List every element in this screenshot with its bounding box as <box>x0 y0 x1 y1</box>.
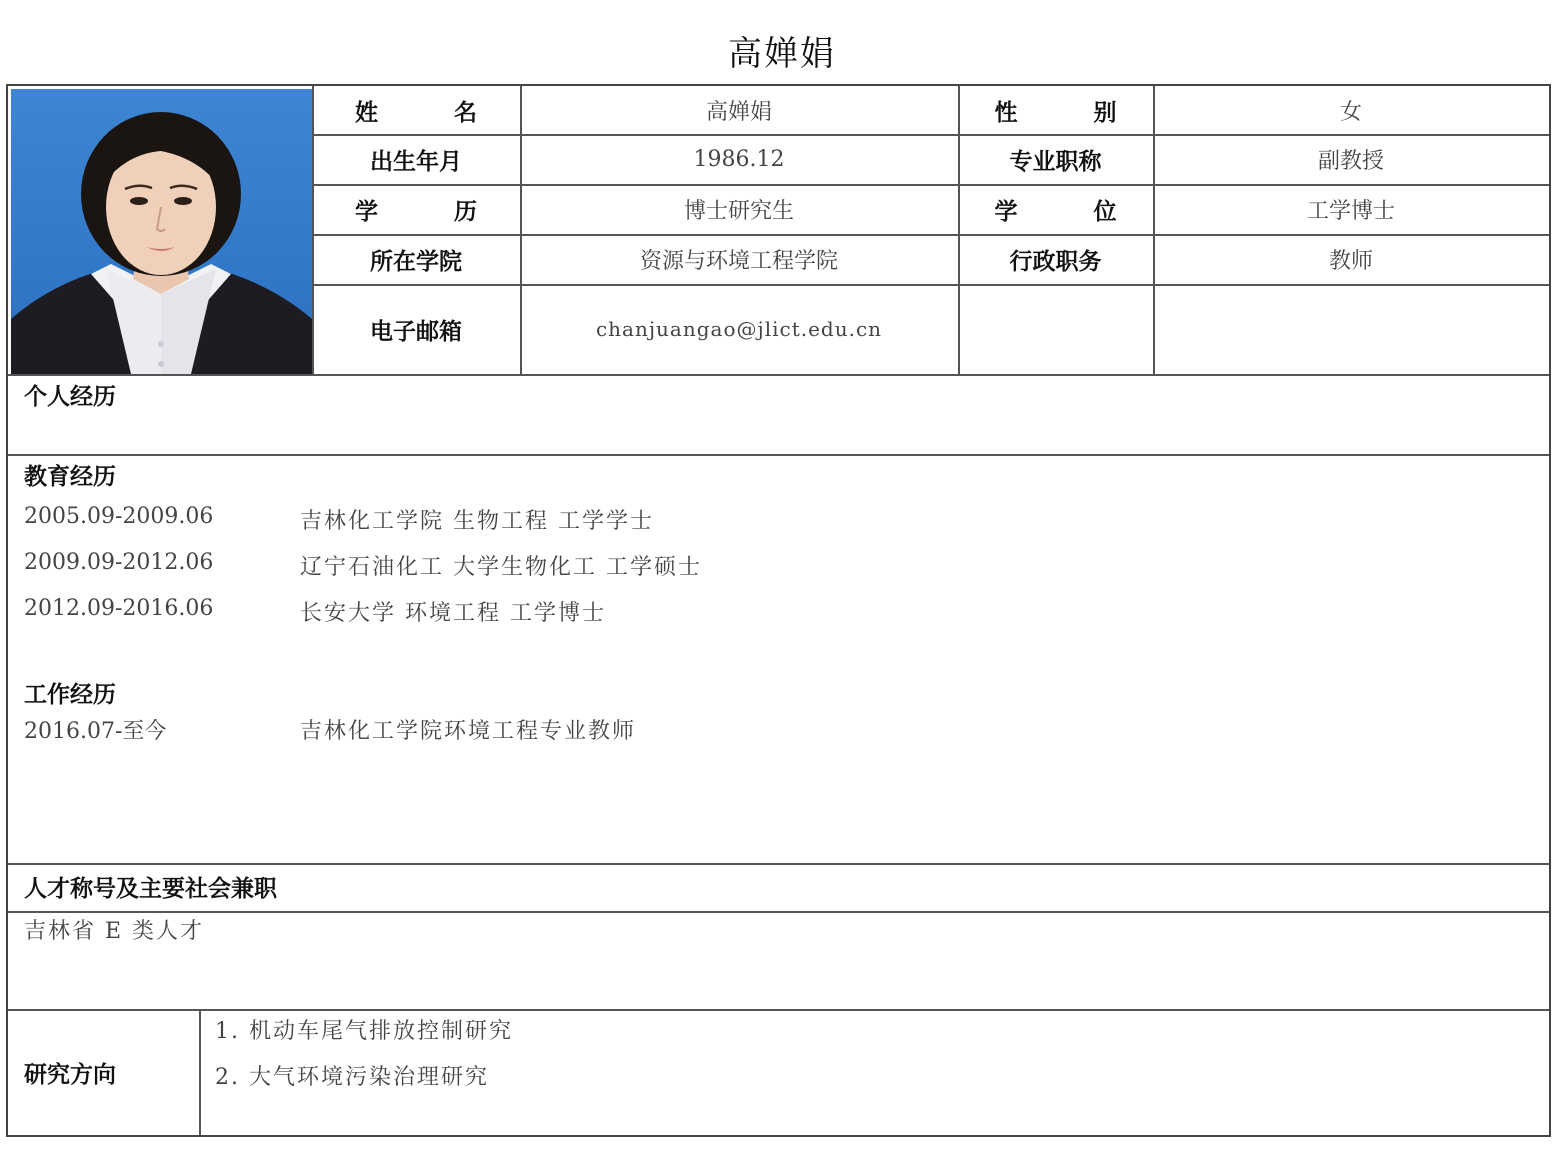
grid-line <box>8 911 1549 913</box>
grid-line <box>8 374 1549 376</box>
grid-line <box>8 454 1549 456</box>
personal-history-heading: 个人经历 <box>24 384 116 410</box>
gender-value: 女 <box>1339 99 1362 125</box>
title-label: 专业职称 <box>1009 148 1102 175</box>
work-period: 2016.07-至今 <box>24 719 167 744</box>
education-label: 学 历 <box>354 198 511 225</box>
position-value: 教师 <box>1328 248 1373 274</box>
research-item: 1. 机动车尾气排放控制研究 <box>215 1019 513 1044</box>
work-heading: 工作经历 <box>24 682 116 708</box>
gender-label: 性 别 <box>994 99 1151 126</box>
position-label: 行政职务 <box>1009 248 1102 275</box>
education-value: 博士研究生 <box>683 198 794 224</box>
education-heading: 教育经历 <box>24 464 116 490</box>
degree-label: 学 位 <box>994 198 1151 225</box>
college-value: 资源与环境工程学院 <box>639 248 838 274</box>
name-value: 高婵娟 <box>705 99 772 125</box>
grid-line <box>8 863 1549 865</box>
education-detail: 辽宁石油化工 大学生物化工 工学硕士 <box>300 555 702 580</box>
education-detail: 长安大学 环境工程 工学博士 <box>300 601 606 626</box>
college-label: 所在学院 <box>370 248 462 275</box>
education-period: 2005.09-2009.06 <box>24 504 214 529</box>
honors-heading: 人才称号及主要社会兼职 <box>24 876 277 902</box>
portrait-illustration <box>11 89 312 374</box>
education-period: 2012.09-2016.06 <box>24 596 214 621</box>
work-detail: 吉林化工学院环境工程专业教师 <box>300 719 637 744</box>
resume-table <box>6 84 1551 1137</box>
birth-value: 1986.12 <box>693 146 785 172</box>
education-detail: 吉林化工学院 生物工程 工学学士 <box>300 509 654 534</box>
birth-label: 出生年月 <box>370 148 462 175</box>
page-title: 高婵娟 <box>728 34 836 74</box>
email-value: chanjuangao@jlict.edu.cn <box>595 317 883 341</box>
grid-line <box>199 1009 201 1135</box>
email-label: 电子邮箱 <box>370 318 462 345</box>
education-period: 2009.09-2012.06 <box>24 550 214 575</box>
title-value: 副教授 <box>1317 148 1384 174</box>
research-heading: 研究方向 <box>24 1062 116 1088</box>
honors-text: 吉林省 E 类人才 <box>24 919 205 944</box>
portrait-photo <box>11 89 312 374</box>
research-item: 2. 大气环境污染治理研究 <box>215 1065 489 1090</box>
degree-value: 工学博士 <box>1306 198 1395 224</box>
grid-line <box>8 1009 1549 1011</box>
name-label: 姓 名 <box>354 99 511 126</box>
